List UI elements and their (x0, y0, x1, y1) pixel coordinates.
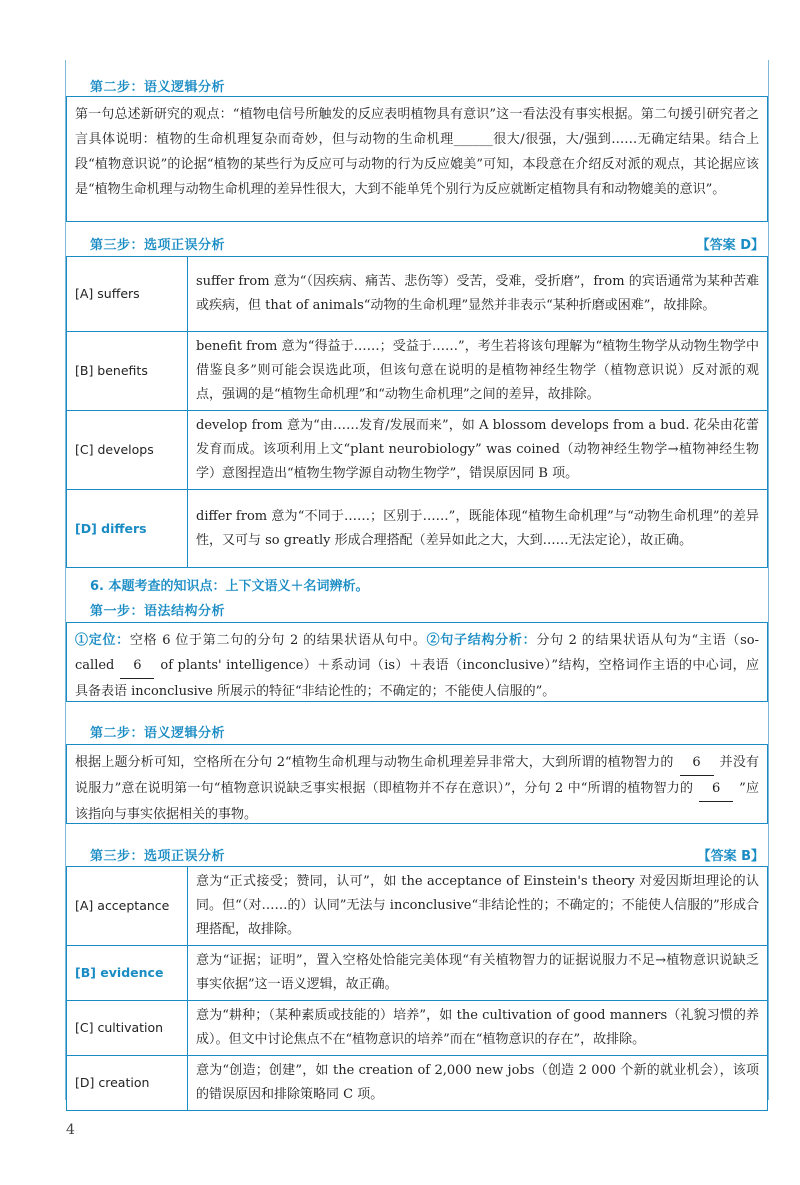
table-row (67, 1056, 768, 1111)
step1-title: 第一步：语法结构分析 (90, 604, 226, 619)
page-number: 4 (66, 1122, 75, 1138)
blank-6: 6 (120, 653, 154, 679)
option-explanation: 意为“耕种；（某种素质或技能的）培养”，如 the cultivation of good manners（礼貌习惯的养成）。但文中讨论焦点不在“植物意识的培养”而在“植物意识的存在”，故排除。 (188, 1001, 768, 1056)
table-row (67, 946, 768, 1001)
grammar-structure-box (66, 622, 768, 702)
structure-text-b: of plants' intelligence）＋系动词（is）＋表语（inconclusive）”结构，空格词作主语的中心词，应具备表语 inconclusive 所展示的特征“非结论性的；不确定的；不能使人信服的”。 (75, 658, 759, 699)
option-label: [C] cultivation (67, 1001, 188, 1056)
semantic-logic-text-2 (75, 750, 759, 827)
step3-title-a: 第三步：选项正误分析 (90, 238, 226, 253)
semantic-logic-box-2 (66, 744, 768, 824)
option-label: [A] suffers (67, 257, 188, 332)
step2-title-b: 第二步：语义逻辑分析 (90, 726, 226, 741)
table-row (67, 867, 768, 946)
correct-option-label: [D] differs (67, 490, 188, 568)
table-row (67, 257, 768, 332)
option-explanation: differ from 意为“不同于……；区别于……”，既能体现“植物生命机理”与“动物生命机理”的差异性，又可与 so greatly 形成合理搭配（差异如此之大，大到……无法定论），故正确。 (188, 490, 768, 568)
option-label: [A] acceptance (67, 867, 188, 946)
option-explanation: develop from 意为“由……发育/发展而来”，如 A blossom develops from a bud. 花朵由花蕾发育而成。该项利用上文“plant neurobiology” was coined（动物神经生物学→植物神经生物学）意图捏造出“植物生物学源自动物生物学”，错误原因同 B 项。 (188, 411, 768, 490)
structure-label: ②句子结构分析： (426, 633, 537, 648)
blank-6-second: 6 (699, 776, 733, 802)
options-table-2 (66, 866, 768, 1111)
table-row (67, 411, 768, 490)
correct-option-label: [B] evidence (67, 946, 188, 1001)
step2-title-a: 第二步：语义逻辑分析 (90, 80, 226, 95)
option-explanation: suffer from 意为“（因疾病、痛苦、悲伤等）受苦，受难，受折磨”，from 的宾语通常为某种苦难或疾病，但 that of animals“动物的生命机理”显然并非表示“某种折磨或困难”，故排除。 (188, 257, 768, 332)
table-row (67, 332, 768, 411)
semantic-logic-text-1: 第一句总述新研究的观点：“植物电信号所触发的反应表明植物具有意识”这一看法没有事实根据。第二句援引研究者之言具体说明：植物的生命机理复杂而奇妙，但与动物的生命机理______很大/很强，大/强到……无确定结果。结合上段“植物意识说”的论据“植物的某些行为反应可与动物的行为反应媲美”可知，本段意在介绍反对派的观点，其论据应该是“植物生命机理与动物生命机理的差异性很大，大到不能单凭个别行为反应就断定植物具有和动物媲美的意识”。 (75, 107, 759, 197)
step3-title-b: 第三步：选项正误分析 (90, 849, 226, 864)
answer-label-b: 【答案 B】 (697, 849, 764, 864)
option-explanation: 意为“证据；证明”，置入空格处恰能完美体现“有关植物智力的证据说服力不足→植物意识说缺乏事实依据”这一语义逻辑，故正确。 (188, 946, 768, 1001)
option-label: [C] develops (67, 411, 188, 490)
semantic-text-a: 根据上题分析可知，空格所在分句 2“植物生命机理与动物生命机理差异非常大，大到所谓的植物智力的 (75, 755, 674, 770)
table-row (67, 490, 768, 568)
option-label: [B] benefits (67, 332, 188, 411)
locate-text: 空格 6 位于第二句的分句 2 的结果状语从句中。 (129, 633, 427, 648)
grammar-structure-text (75, 628, 759, 704)
semantic-text-c: ”应该指向与事实依据相关的事物。 (75, 781, 759, 822)
blank-6-first: 6 (680, 750, 714, 776)
option-explanation: 意为“创造；创建”，如 the creation of 2,000 new jobs（创造 2 000 个新的就业机会），该项的错误原因和排除策略同 C 项。 (188, 1056, 768, 1111)
semantic-logic-box-1 (66, 96, 768, 222)
semantic-text-b: 并没有说服力”意在说明第一句“植物意识说缺乏事实根据（即植物并不存在意识）”，分句 2 中“所谓的植物智力的 (75, 755, 759, 796)
option-explanation: 意为“正式接受；赞同，认可”，如 the acceptance of Einstein's theory 对爱因斯坦理论的认同。但“（对……的）认同”无法与 inconclusive“非结论性的；不确定的；不能使人信服的”形成合理搭配，故排除。 (188, 867, 768, 946)
answer-label-a: 【答案 D】 (696, 238, 764, 253)
frame-right-border (768, 60, 769, 1100)
table-row (67, 1001, 768, 1056)
question-6-heading: 6. 本题考查的知识点：上下文语义＋名词辨析。 (90, 579, 369, 594)
structure-text-a: 分句 2 的结果状语从句为“主语（so-called (75, 633, 759, 673)
locate-label: ①定位： (75, 633, 130, 648)
option-label: [D] creation (67, 1056, 188, 1111)
option-explanation: benefit from 意为“得益于……；受益于……”，考生若将该句理解为“植物生物学从动物生物学中借鉴良多”则可能会误选此项，但该句意在说明的是植物神经生物学（植物意识说）反对派的观点，强调的是“植物生命机理”和“动物生命机理”之间的差异，故排除。 (188, 332, 768, 411)
options-table-1 (66, 256, 768, 568)
